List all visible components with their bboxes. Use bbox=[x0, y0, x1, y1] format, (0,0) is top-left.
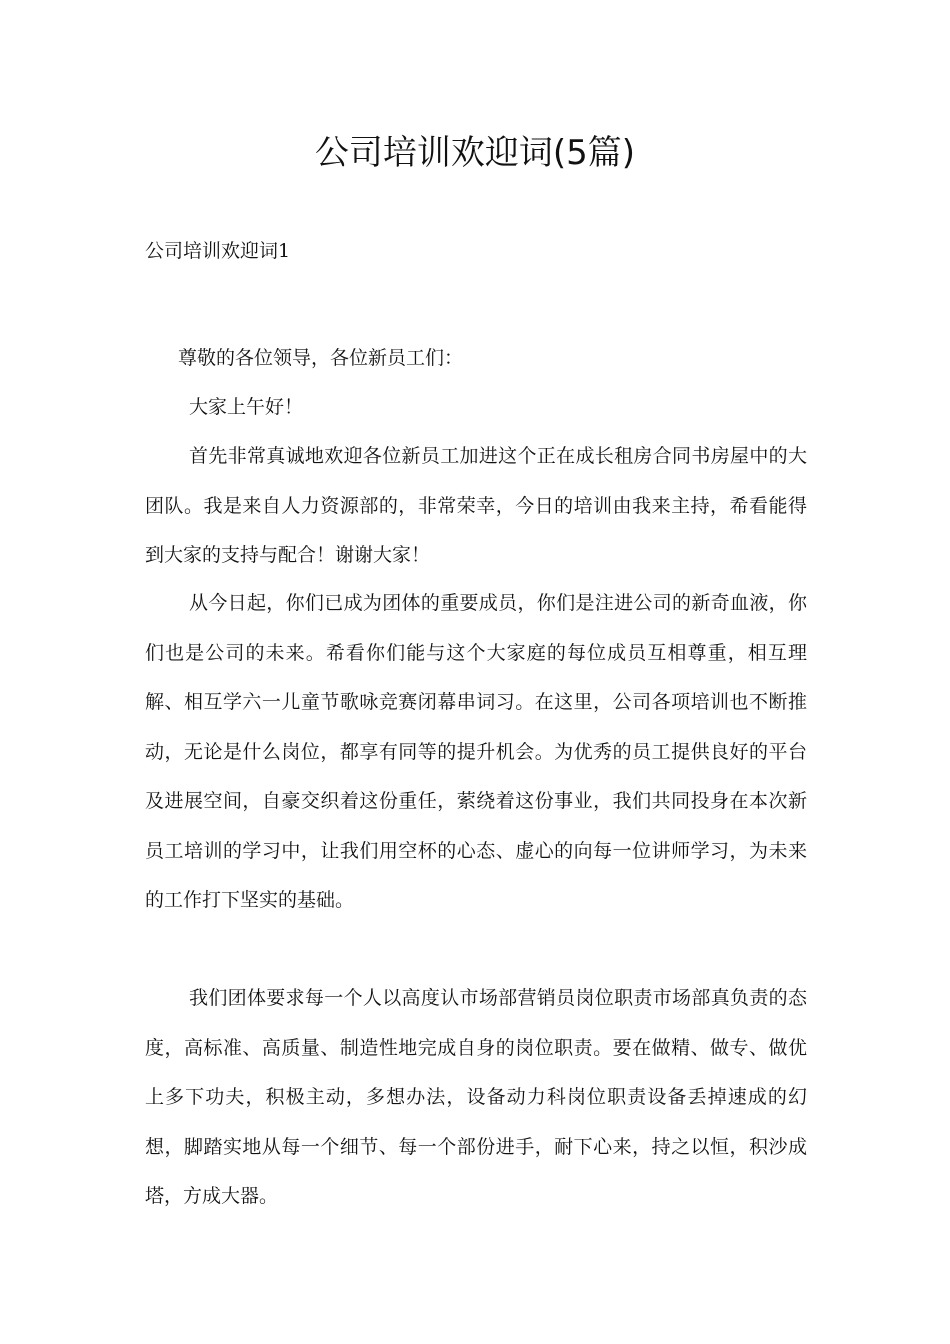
document-title: 公司培训欢迎词(5篇) bbox=[314, 133, 636, 173]
paragraph-2: 从今日起，你们已成为团体的重要成员，你们是注进公司的新奇血液，你们也是公司的未来。希看你们能与这个大家庭的每位成员互相尊重，相互理解、相互学六一儿童节歌咏竞赛闭幕串词习。在这里，公司各项培训也不断推动，无论是什么岗位，都享有同等的提升机会。为优秀的员工提供良好的平台及进展空间，自豪交织着这份重任，萦绕着这份事业，我们共同投身在本次新员工培训的学习中，让我们用空杯的心态、虚心的向每一位讲师学习，为未来的工作打下坚实的基础。 bbox=[145, 592, 807, 911]
section-heading: 公司培训欢迎词1 bbox=[145, 240, 291, 262]
greeting: 大家上午好！ bbox=[189, 396, 304, 418]
paragraph-1: 首先非常真诚地欢迎各位新员工加进这个正在成长租房合同书房屋中的大团队。我是来自人力资源部的，非常荣幸，今日的培训由我来主持，希看能得到大家的支持与配合！谢谢大家！ bbox=[145, 445, 807, 566]
paragraph-3: 我们团体要求每一个人以高度认市场部营销员岗位职责市场部真负责的态度，高标准、高质量、制造性地完成自身的岗位职责。要在做精、做专、做优上多下功夫，积极主动，多想办法，设备动力科岗位职责设备丢掉速成的幻想，脚踏实地从每一个细节、每一个部份进手，耐下心来，持之以恒，积沙成塔，方成大器。 bbox=[145, 987, 807, 1207]
salutation: 尊敬的各位领导，各位新员工们： bbox=[178, 347, 464, 369]
